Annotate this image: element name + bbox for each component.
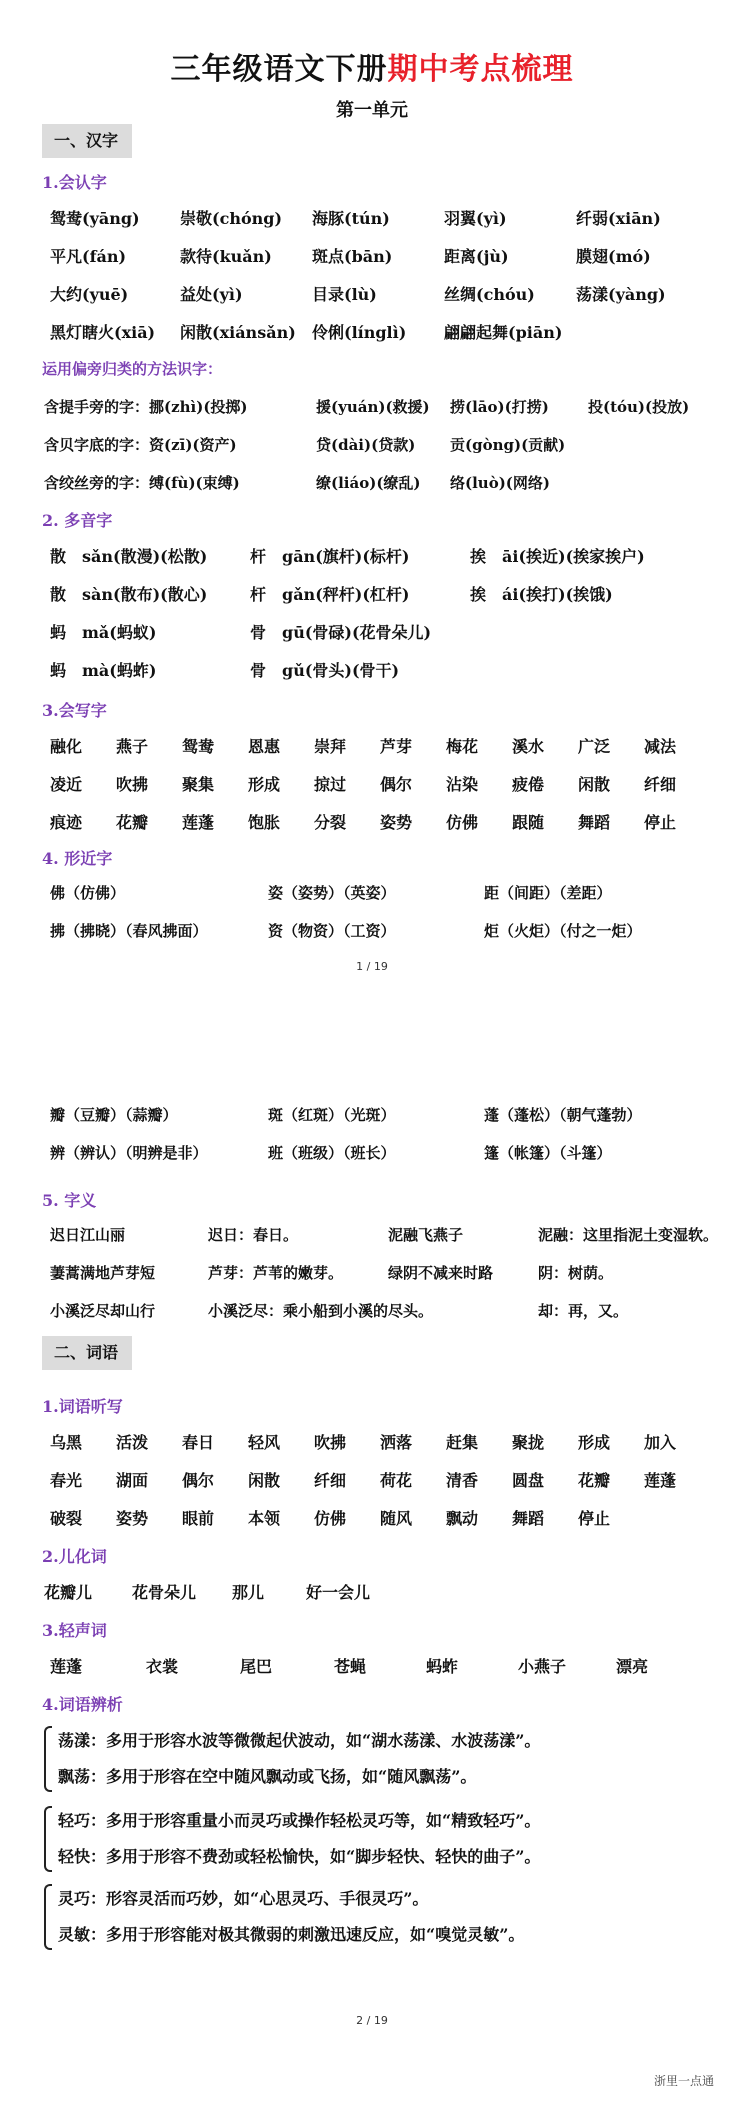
text-item: 纤细 (644, 775, 677, 794)
text-item: 轻风 (248, 1433, 281, 1452)
text-item: 捞(lāo)(打捞) (450, 398, 549, 416)
text-item: 莲蓬 (644, 1471, 677, 1490)
text-item: 伶俐(línglì) (312, 323, 407, 342)
text-item: 芦芽 (380, 737, 413, 756)
text-item: 停止 (644, 813, 677, 832)
text-item: 鸳鸯 (182, 737, 215, 756)
text-item: 活泼 (116, 1433, 149, 1452)
text-item: 小溪泛尽：乘小船到小溪的尽头。 (208, 1302, 434, 1320)
text-item: 辨（辨认）（明辨是非） (50, 1144, 208, 1162)
text-item: 圆盘 (512, 1471, 545, 1490)
text-item: 含贝字底的字：资(zī)(资产) (44, 436, 237, 454)
text-item: 减法 (644, 737, 677, 756)
text-item: 仿佛 (446, 813, 479, 832)
footer-brand: 浙里一点通 (653, 2074, 714, 2088)
definition-line: 轻快：多用于形容不费劲或轻松愉快，如“脚步轻快、轻快的曲子”。 (58, 1847, 541, 1866)
text-item: 崇拜 (314, 737, 347, 756)
page-number: 1 / 19 (356, 960, 388, 973)
text-item: 漂亮 (616, 1657, 649, 1676)
text-item: 丝绸(chóu) (444, 285, 535, 304)
subheading-dictation: 1.词语听写 (42, 1397, 123, 1416)
text-item: 迟日：春日。 (208, 1226, 299, 1244)
text-item: 海豚(tún) (312, 209, 390, 228)
text-item: 梅花 (446, 737, 479, 756)
text-item: 贷(dài)(贷款) (316, 436, 416, 454)
group-bracket (44, 1884, 52, 1950)
text-item: 掠过 (314, 775, 347, 794)
text-item: 清香 (446, 1471, 479, 1490)
definition-line: 灵敏：多用于形容能对极其微弱的刺激迅速反应，如“嗅觉灵敏”。 (58, 1925, 525, 1944)
definition-line: 飘荡：多用于形容在空中随风飘动或飞扬，如“随风飘荡”。 (58, 1767, 477, 1786)
text-item: 饱胀 (248, 813, 281, 832)
text-item: 蚂 mà(蚂蚱) (50, 661, 157, 680)
text-item: 班（班级）（班长） (268, 1144, 396, 1162)
text-item: 目录(lù) (312, 285, 377, 304)
text-item: 溪水 (512, 737, 545, 756)
text-item: 挨 āi(挨近)(挨家挨户) (470, 547, 645, 566)
text-item: 姿势 (380, 813, 413, 832)
text-item: 花瓣 (116, 813, 149, 832)
text-item: 衣裳 (146, 1657, 179, 1676)
text-item: 融化 (50, 737, 83, 756)
text-item: 蚂 mǎ(蚂蚁) (50, 623, 157, 642)
text-item: 纤细 (314, 1471, 347, 1490)
text-item: 花骨朵儿 (132, 1583, 197, 1602)
text-item: 沾染 (446, 775, 479, 794)
text-item: 聚集 (182, 775, 215, 794)
subheading-recognize: 1.会认字 (42, 173, 107, 192)
text-item: 闲散 (578, 775, 611, 794)
text-item: 飘动 (446, 1509, 479, 1528)
subheading-similar: 4. 形近字 (42, 849, 113, 868)
text-item: 迟日江山丽 (50, 1226, 126, 1244)
text-item: 那儿 (232, 1583, 265, 1602)
text-item: 吹拂 (116, 775, 149, 794)
text-item: 佛（仿佛） (50, 884, 126, 902)
text-item: 缭(liáo)(缭乱) (316, 474, 421, 492)
text-item: 却：再，又。 (538, 1302, 629, 1320)
text-item: 援(yuán)(救援) (316, 398, 430, 416)
text-item: 泥融飞燕子 (388, 1226, 464, 1244)
text-item: 萋蒿满地芦芽短 (50, 1264, 156, 1282)
text-item: 随风 (380, 1509, 413, 1528)
text-item: 绿阴不减来时路 (388, 1264, 494, 1282)
text-item: 含提手旁的字：挪(zhì)(投掷) (44, 398, 248, 416)
subheading-er: 2.儿化词 (42, 1547, 107, 1566)
group-bracket (44, 1726, 52, 1792)
text-item: 分裂 (314, 813, 347, 832)
text-item: 小溪泛尽却山行 (50, 1302, 156, 1320)
text-item: 拂（拂晓）（春风拂面） (50, 922, 208, 940)
subheading-light: 3.轻声词 (42, 1621, 107, 1640)
text-item: 莲蓬 (182, 813, 215, 832)
section-heading-ciyu: 二、词语 (42, 1336, 132, 1370)
text-item: 鸳鸯(yāng) (50, 209, 140, 228)
text-item: 炬（火炬）（付之一炬） (484, 922, 642, 940)
subheading-meaning: 5. 字义 (42, 1191, 97, 1210)
text-item: 仿佛 (314, 1509, 347, 1528)
text-item: 崇敬(chóng) (180, 209, 283, 228)
text-item: 蚂蚱 (426, 1657, 459, 1676)
text-item: 阴：树荫。 (538, 1264, 614, 1282)
text-item: 形成 (248, 775, 281, 794)
text-item: 形成 (578, 1433, 611, 1452)
text-item: 瓣（豆瓣）（蒜瓣） (50, 1106, 178, 1124)
text-item: 投(tóu)(投放) (588, 398, 690, 416)
subheading-polyphone: 2. 多音字 (42, 511, 113, 530)
text-item: 莲蓬 (50, 1657, 83, 1676)
text-item: 贡(gòng)(贡献) (450, 436, 566, 454)
text-item: 花瓣 (578, 1471, 611, 1490)
text-item: 散 sǎn(散漫)(松散) (50, 547, 208, 566)
radical-note: 运用偏旁归类的方法识字： (42, 360, 223, 378)
text-item: 篷（帐篷）（斗篷） (484, 1144, 612, 1162)
text-item: 乌黑 (50, 1433, 83, 1452)
text-item: 闲散(xiánsǎn) (180, 323, 296, 342)
subheading-analysis: 4.词语辨析 (42, 1695, 123, 1714)
definition-line: 灵巧：形容灵活而巧妙，如“心思灵巧、手很灵巧”。 (58, 1889, 429, 1908)
text-item: 羽翼(yì) (444, 209, 507, 228)
text-item: 舞蹈 (578, 813, 611, 832)
text-item: 骨 gū(骨碌)(花骨朵儿) (250, 623, 432, 642)
text-item: 络(luò)(网络) (450, 474, 550, 492)
text-item: 芦芽：芦苇的嫩芽。 (208, 1264, 344, 1282)
text-item: 挨 ái(挨打)(挨饿) (470, 585, 613, 604)
text-item: 资（物资）（工资） (268, 922, 396, 940)
section-heading-hanzi: 一、汉字 (42, 124, 132, 158)
text-item: 偶尔 (380, 775, 413, 794)
text-item: 闲散 (248, 1471, 281, 1490)
text-item: 广泛 (578, 737, 611, 756)
page-title: 三年级语文下册期中考点梳理 (170, 52, 574, 87)
text-item: 加入 (644, 1433, 677, 1452)
text-item: 斑（红斑）（光斑） (268, 1106, 396, 1124)
text-item: 聚拢 (512, 1433, 545, 1452)
text-item: 燕子 (116, 737, 149, 756)
text-item: 荷花 (380, 1471, 413, 1490)
text-item: 姿势 (116, 1509, 149, 1528)
text-item: 含绞丝旁的字：缚(fù)(束缚) (44, 474, 240, 492)
text-item: 春光 (50, 1471, 83, 1490)
text-item: 苍蝇 (334, 1657, 367, 1676)
text-item: 尾巴 (240, 1657, 273, 1676)
text-item: 跟随 (512, 813, 545, 832)
text-item: 杆 gān(旗杆)(标杆) (250, 547, 410, 566)
definition-line: 轻巧：多用于形容重量小而灵巧或操作轻松灵巧等，如“精致轻巧”。 (58, 1811, 541, 1830)
text-item: 姿（姿势）（英姿） (268, 884, 396, 902)
text-item: 膜翅(mó) (576, 247, 651, 266)
subheading-write: 3.会写字 (42, 701, 107, 720)
text-item: 洒落 (380, 1433, 413, 1452)
text-item: 平凡(fán) (50, 247, 127, 266)
text-item: 春日 (182, 1433, 215, 1452)
text-item: 款待(kuǎn) (180, 247, 272, 266)
text-item: 停止 (578, 1509, 611, 1528)
text-item: 本领 (248, 1509, 281, 1528)
text-item: 小燕子 (518, 1657, 567, 1676)
text-item: 好一会儿 (306, 1583, 371, 1602)
text-item: 破裂 (50, 1509, 83, 1528)
unit-heading: 第一单元 (336, 100, 408, 121)
text-item: 赶集 (446, 1433, 479, 1452)
text-item: 眼前 (182, 1509, 215, 1528)
text-item: 疲倦 (512, 775, 545, 794)
text-item: 距（间距）（差距） (484, 884, 612, 902)
text-item: 益处(yì) (180, 285, 243, 304)
text-item: 距离(jù) (444, 247, 509, 266)
text-item: 痕迹 (50, 813, 83, 832)
text-item: 凌近 (50, 775, 83, 794)
text-item: 恩惠 (248, 737, 281, 756)
text-item: 纤弱(xiān) (576, 209, 661, 228)
text-item: 荡漾(yàng) (576, 285, 666, 304)
text-item: 斑点(bān) (312, 247, 393, 266)
page-number: 2 / 19 (356, 2014, 388, 2027)
text-item: 湖面 (116, 1471, 149, 1490)
text-item: 黑灯瞎火(xiā) (50, 323, 156, 342)
text-item: 散 sàn(散布)(散心) (50, 585, 208, 604)
text-item: 杆 gǎn(秤杆)(杠杆) (250, 585, 410, 604)
group-bracket (44, 1806, 52, 1872)
text-item: 翩翩起舞(piān) (444, 323, 563, 342)
definition-line: 荡漾：多用于形容水波等微微起伏波动，如“湖水荡漾、水波荡漾”。 (58, 1731, 541, 1750)
text-item: 泥融：这里指泥土变湿软。 (538, 1226, 719, 1244)
text-item: 吹拂 (314, 1433, 347, 1452)
text-item: 舞蹈 (512, 1509, 545, 1528)
text-item: 花瓣儿 (44, 1583, 93, 1602)
text-item: 偶尔 (182, 1471, 215, 1490)
text-item: 大约(yuē) (50, 285, 129, 304)
text-item: 骨 gǔ(骨头)(骨干) (250, 661, 400, 680)
text-item: 蓬（蓬松）（朝气蓬勃） (484, 1106, 642, 1124)
